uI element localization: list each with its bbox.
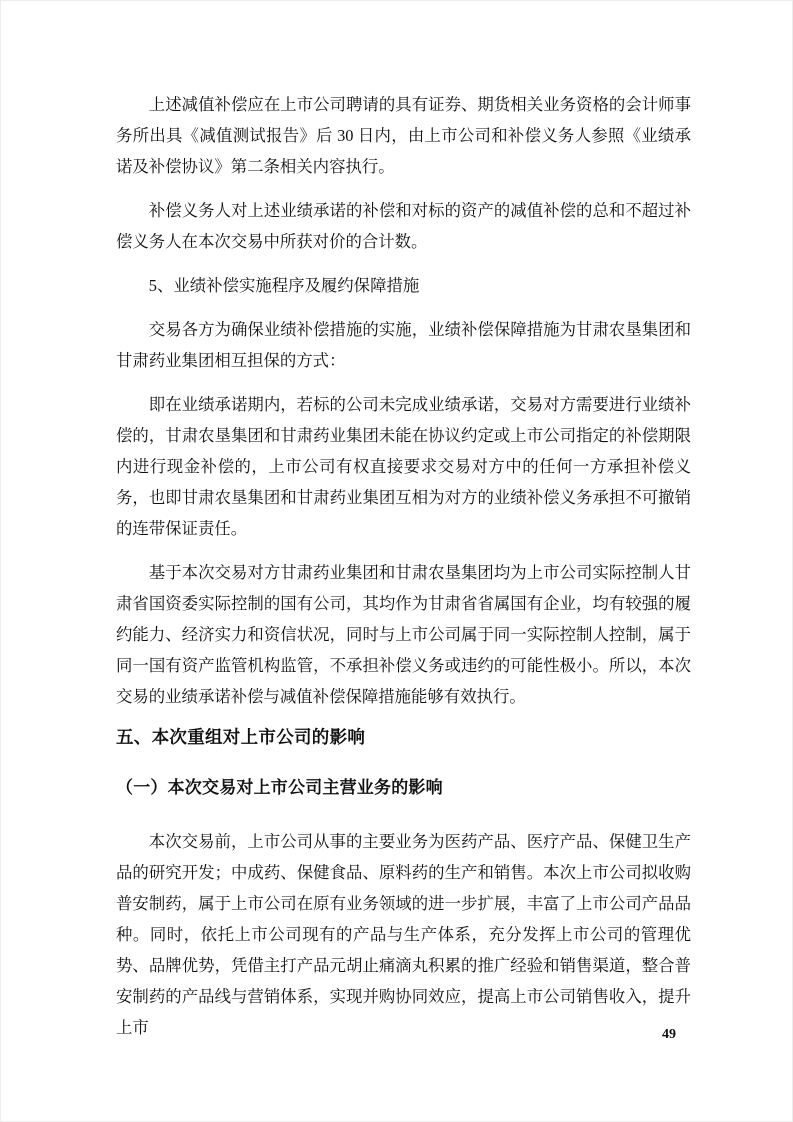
- page-number: 49: [662, 1027, 676, 1042]
- paragraph-impairment-compensation-procedure: 上述减值补偿应在上市公司聘请的具有证券、期货相关业务资格的会计师事务所出具《减值测试报告》后 30 日内，由上市公司和补偿义务人参照《业绩承诺及补偿协议》第二条相关内容执行。: [116, 95, 691, 176]
- paragraph-mutual-guarantee-intro: 交易各方为确保业绩补偿措施的实施，业绩补偿保障措施为甘肃农垦集团和甘肃药业集团相互担保的方式：: [116, 320, 691, 370]
- heading-section-5-restructuring-impact: 五、本次重组对上市公司的影响: [116, 727, 366, 747]
- paragraph-compensation-cap: 补偿义务人对上述业绩承诺的补偿和对标的资产的减值补偿的总和不超过补偿义务人在本次交易中所获对价的合计数。: [116, 201, 691, 251]
- paragraph-guarantee-feasibility: 基于本次交易对方甘肃药业集团和甘肃农垦集团均为上市公司实际控制人甘肃省国资委实际控制的国有公司，其均作为甘肃省省属国有企业，均有较强的履约能力、经济实力和资信状况，同时与上市公司属于同一实际控制人控制，属于同一国有资产监管机构监管，不承担补偿义务或违约的可能性极小。所以，本次交易的业绩承诺补偿与减值补偿保障措施能够有效执行。: [116, 563, 691, 706]
- paragraph-main-business-impact: 本次交易前，上市公司从事的主要业务为医药产品、医疗产品、保健卫生产品的研究开发；中成药、保健食品、原料药的生产和销售。本次上市公司拟收购普安制药，属于上市公司在原有业务领域的进一步扩展，丰富了上市公司产品品种。同时，依托上市公司现有的产品与生产体系，充分发挥上市公司的管理优势、品牌优势，凭借主打产品元胡止痛滴丸积累的推广经验和销售渠道，整合普安制药的产品线与营销体系，实现并购协同效应，提高上市公司销售收入，提升上市: [116, 832, 691, 1037]
- document-body: [116, 89, 691, 1056]
- paragraph-mutual-guarantee-detail: 即在业绩承诺期内，若标的公司未完成业绩承诺，交易对方需要进行业绩补偿的，甘肃农垦集团和甘肃药业集团未能在协议约定或上市公司指定的补偿期限内进行现金补偿的，上市公司有权直接要求交易对方中的任何一方承担补偿义务，也即甘肃农垦集团和甘肃药业集团互相为对方的业绩补偿义务承担不可撤销的连带保证责任。: [116, 395, 691, 538]
- heading-subsection-1-main-business-impact: （一）本次交易对上市公司主营业务的影响: [116, 778, 443, 797]
- clause-heading-5-performance-compensation: 5、业绩补偿实施程序及履约保障措施: [148, 276, 420, 295]
